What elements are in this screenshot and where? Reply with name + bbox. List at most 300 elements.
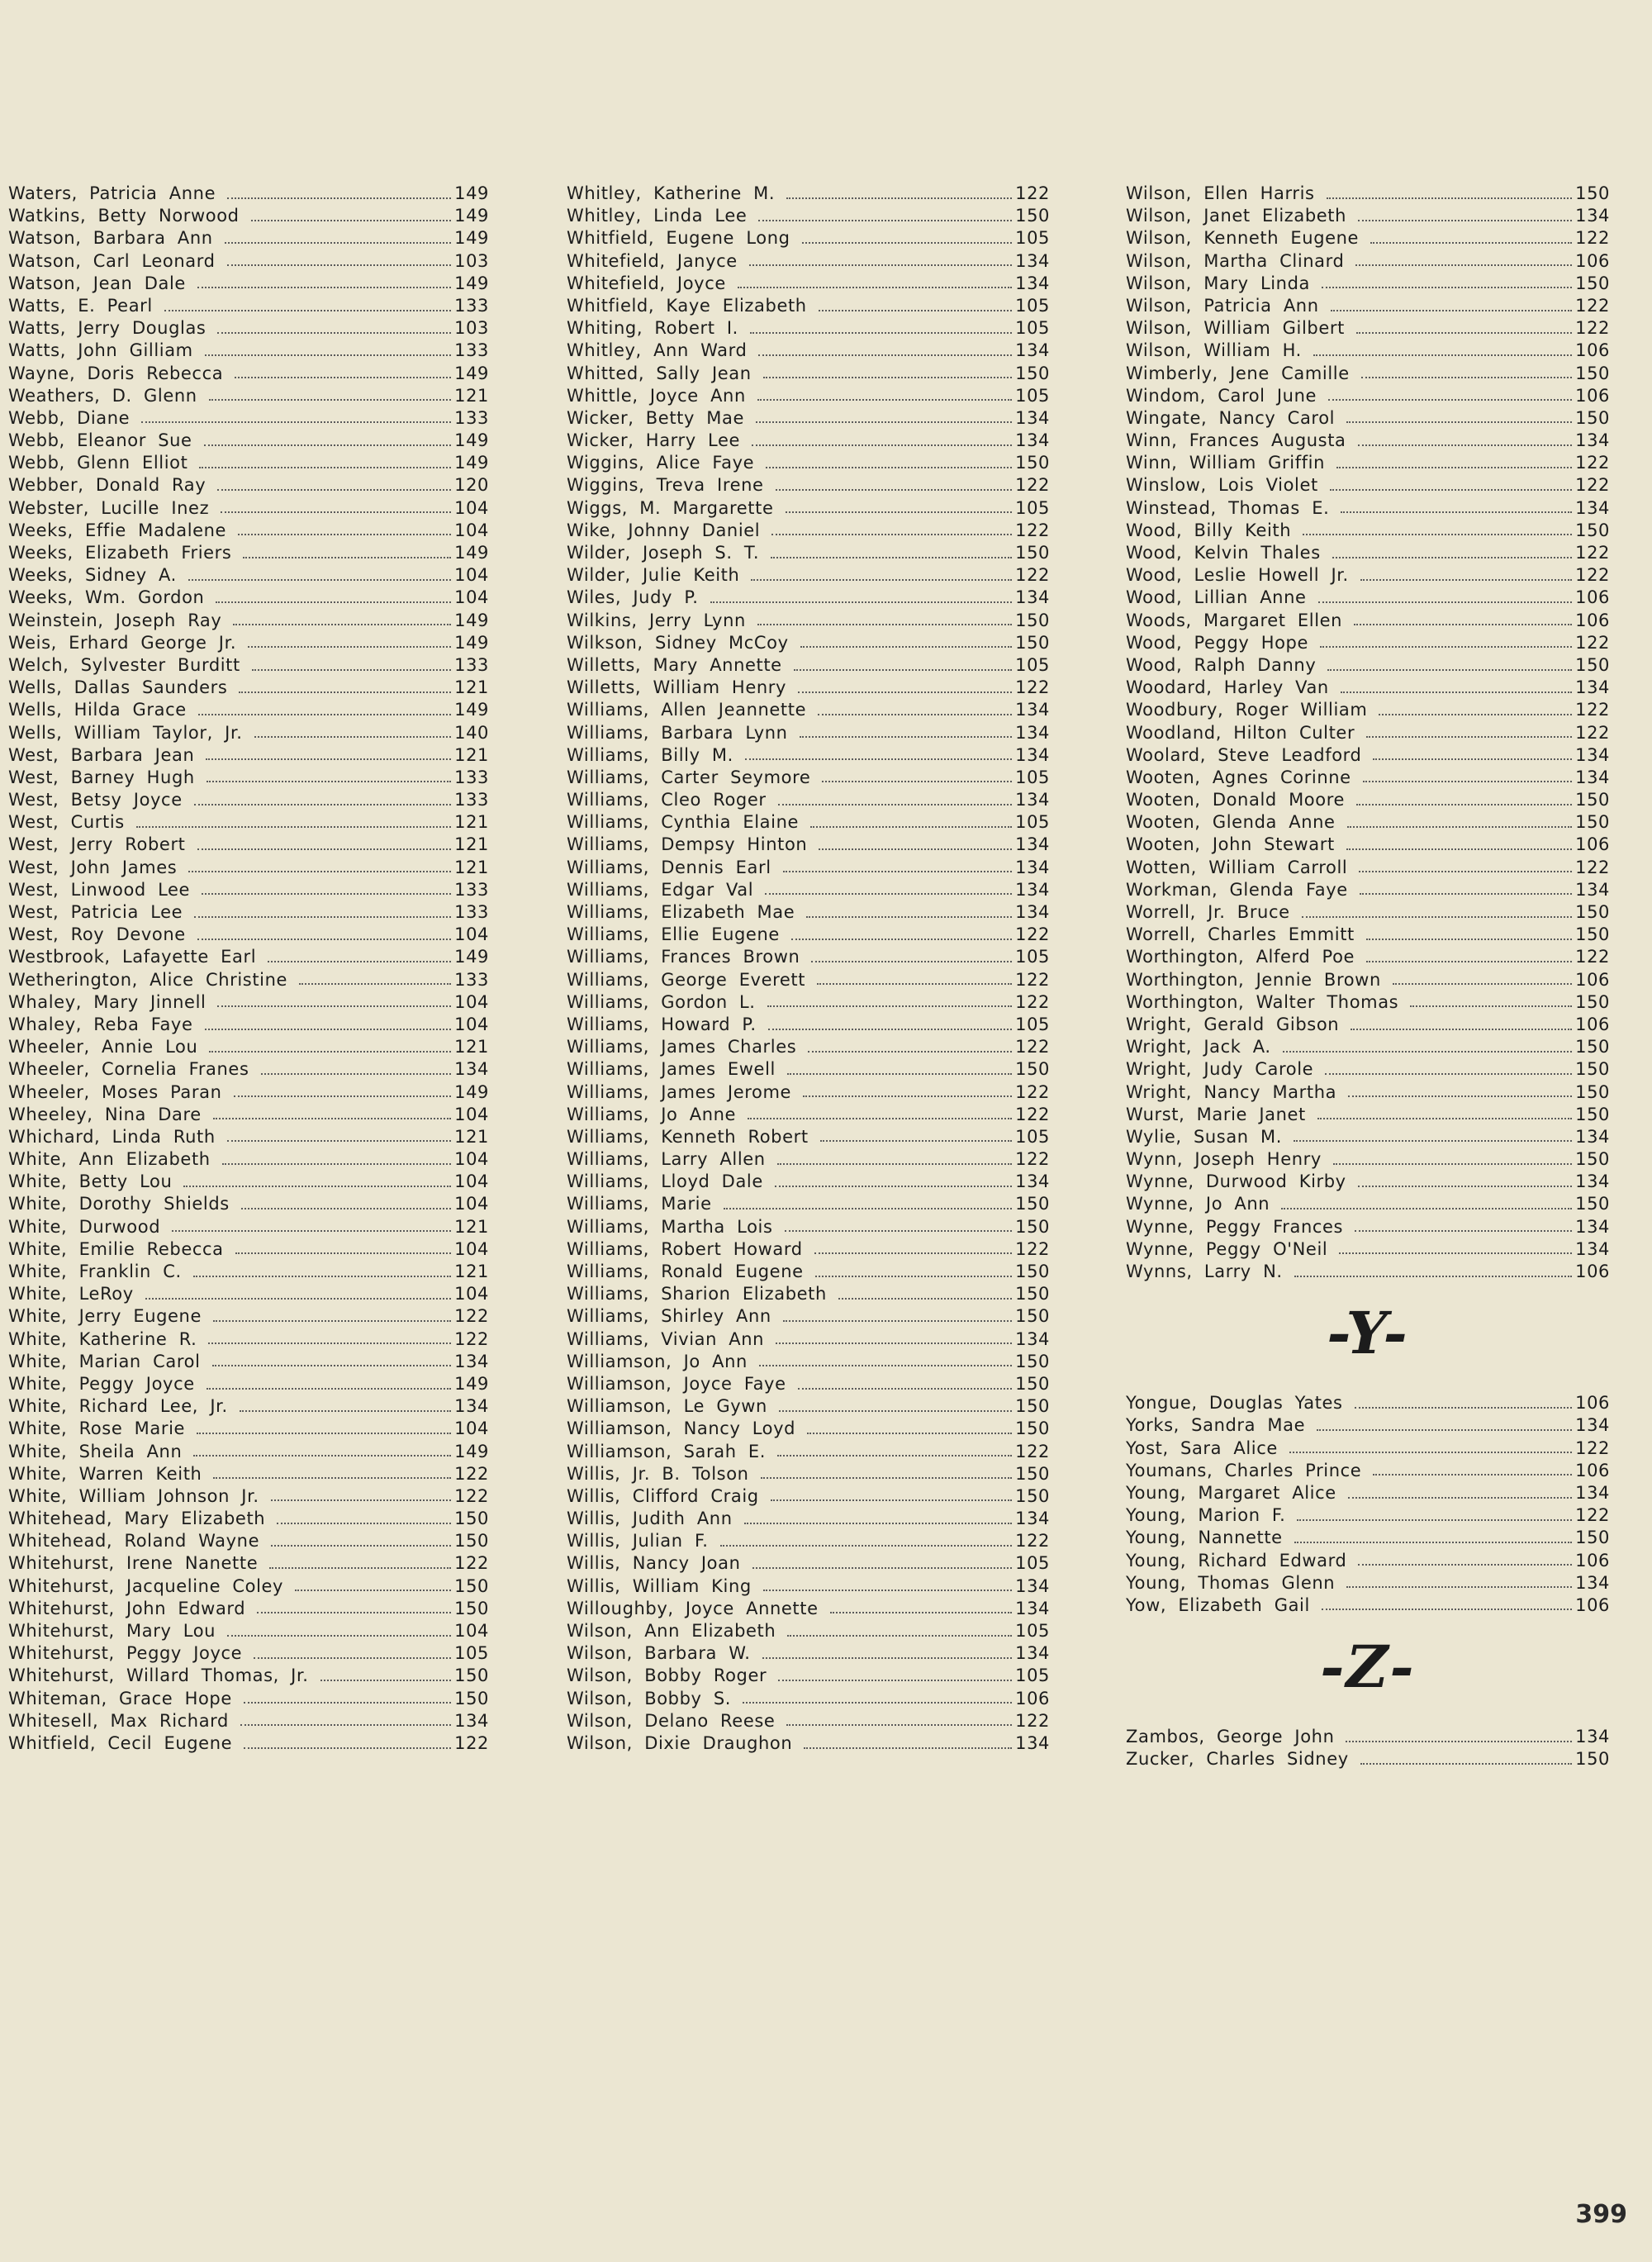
entry-page: 150 [454,1666,489,1686]
index-entry [1126,542,1610,564]
entry-name: Wells, Hilda Grace [8,700,187,720]
index-entry [1126,901,1610,924]
entry-page: 134 [454,1351,489,1371]
index-entry [1126,632,1610,654]
entry-name: Williams, Jo Anne [567,1104,737,1124]
entry-name: Youmans, Charles Prince [1126,1460,1362,1480]
entry-name: Wooten, Glenda Anne [1126,812,1336,833]
index-list-z [1126,1726,1610,1770]
dot-leader [1348,1497,1572,1499]
entry-page: 150 [1575,183,1610,203]
dot-leader [193,1455,451,1457]
entry-name: West, Patricia Lee [8,902,183,922]
index-entry [1126,227,1610,249]
dot-leader [838,1298,1012,1300]
entry-name: White, Peggy Joyce [8,1373,195,1394]
dot-leader [787,1635,1012,1637]
dot-leader [748,1118,1012,1119]
index-entry [1126,1058,1610,1081]
entry-page: 134 [1015,430,1050,451]
index-entry [8,811,489,834]
dot-leader [235,377,451,378]
index-entry [567,946,1050,968]
index-entry [567,610,1050,632]
entry-name: Yost, Sara Alice [1126,1438,1278,1458]
index-entry [8,564,489,587]
entry-name: Williams, Billy M. [567,744,733,765]
entry-page: 133 [454,767,489,787]
entry-page: 150 [1575,1149,1610,1170]
dot-leader [778,1680,1012,1681]
entry-page: 122 [1015,1710,1050,1731]
entry-name: Young, Margaret Alice [1126,1482,1336,1503]
entry-page: 104 [454,924,489,945]
index-entry [8,474,489,497]
entry-name: Whitehurst, Jacqueline Coley [8,1575,284,1596]
entry-name: Williams, James Charles [567,1037,797,1057]
entry-name: Williams, Martha Lois [567,1216,773,1237]
index-entry [8,834,489,856]
dot-leader [787,1073,1012,1075]
entry-name: White, Warren Keith [8,1463,202,1484]
entry-page: 122 [1015,1531,1050,1552]
entry-name: Weeks, Sidney A. [8,565,177,586]
entry-name: White, Richard Lee, Jr. [8,1396,228,1417]
entry-name: Yow, Elizabeth Gail [1126,1594,1310,1615]
entry-name: Wheeley, Nina Dare [8,1104,202,1124]
entry-page: 150 [1575,1194,1610,1214]
index-entry [8,901,489,924]
dot-leader [777,1163,1012,1165]
entry-name: Whitehurst, Irene Nanette [8,1553,259,1574]
entry-name: Wood, Leslie Howell Jr. [1126,565,1349,586]
index-entry [1126,1572,1610,1594]
dot-leader [1410,1005,1572,1007]
entry-page: 133 [454,407,489,428]
index-entry [567,295,1050,317]
dot-leader [221,511,451,513]
index-entry [567,969,1050,991]
dot-leader [1327,197,1573,199]
entry-name: Webb, Glenn Elliot [8,453,188,473]
index-entry [567,1081,1050,1104]
entry-page: 120 [454,475,489,496]
entry-page: 104 [454,1419,489,1439]
entry-name: Wilson, Patricia Ann [1126,295,1319,316]
entry-name: Williams, Frances Brown [567,947,800,967]
entry-page: 122 [1575,475,1610,496]
dot-leader [771,534,1012,535]
entry-name: Whitley, Linda Lee [567,206,748,226]
dot-leader [744,1523,1013,1524]
entry-page: 149 [454,363,489,383]
entry-name: Wynne, Peggy O'Neil [1126,1238,1328,1259]
dot-leader [757,624,1012,625]
dot-leader [1370,242,1572,244]
dot-leader [1283,1051,1572,1053]
entry-page: 150 [1575,991,1610,1012]
entry-name: Winslow, Lois Violet [1126,475,1318,496]
dot-leader [815,1276,1012,1277]
dot-leader [814,1252,1012,1254]
entry-name: Webber, Donald Ray [8,475,206,496]
entry-page: 106 [1575,610,1610,630]
index-entry [1126,1414,1610,1437]
entry-page: 121 [454,1037,489,1057]
entry-page: 104 [454,1621,489,1641]
dot-leader [164,310,451,311]
dot-leader [1328,399,1572,401]
entry-page: 149 [454,1441,489,1461]
entry-name: Wynn, Joseph Henry [1126,1149,1322,1170]
index-entry [8,879,489,901]
entry-name: Westbrook, Lafayette Earl [8,947,257,967]
index-entry [1126,924,1610,946]
dot-leader [239,691,451,693]
dot-leader [205,354,451,356]
entry-page: 134 [1015,744,1050,765]
entry-name: Wells, William Taylor, Jr. [8,722,243,743]
index-entry [1126,857,1610,879]
index-entry [1126,452,1610,474]
entry-name: Worthington, Jennie Brown [1126,969,1381,990]
index-entry [8,407,489,430]
dot-leader [136,826,451,828]
dot-leader [251,220,451,221]
dot-leader [1393,983,1572,985]
entry-name: Wilson, Ann Elizabeth [567,1621,776,1641]
dot-leader [1359,871,1572,872]
entry-name: Williams, Vivian Ann [567,1328,765,1349]
entry-page: 134 [454,1710,489,1731]
index-entry [8,295,489,317]
entry-name: Weis, Erhard George Jr. [8,632,237,653]
entry-name: Worrell, Charles Emmitt [1126,924,1355,945]
dot-leader [208,1342,451,1344]
entry-name: Wingate, Nancy Carol [1126,407,1336,428]
entry-name: Whitfield, Kaye Elizabeth [567,295,807,316]
entry-page: 105 [1015,497,1050,518]
entry-page: 134 [1015,1575,1050,1596]
entry-page: 105 [454,1643,489,1664]
index-entry [8,227,489,249]
index-entry [8,1485,489,1508]
entry-name: Williams, Allen Jeannette [567,700,807,720]
index-entry [8,610,489,632]
entry-name: Williams, Dennis Earl [567,857,771,877]
index-entry [8,1328,489,1351]
entry-page: 121 [454,812,489,833]
entry-page: 122 [1575,565,1610,586]
entry-page: 122 [1575,857,1610,877]
entry-page: 105 [1015,295,1050,316]
entry-name: Weathers, D. Glenn [8,385,197,406]
entry-page: 134 [1015,1509,1050,1529]
entry-page: 134 [1575,1482,1610,1503]
index-entry [8,1508,489,1530]
dot-leader [752,444,1012,446]
index-entry [1126,1036,1610,1058]
dot-leader [1341,511,1572,513]
entry-page: 134 [1575,1171,1610,1192]
index-entry [1126,1014,1610,1036]
dot-leader [762,1657,1013,1659]
entry-name: Whitley, Katherine M. [567,183,776,203]
index-entry [567,1104,1050,1126]
entry-page: 134 [1575,1727,1610,1747]
entry-name: Wayne, Doris Rebecca [8,363,224,383]
index-entry [8,452,489,474]
entry-page: 104 [454,497,489,518]
entry-page: 150 [1575,790,1610,810]
dot-leader [757,399,1012,401]
dot-leader [1317,1429,1572,1431]
entry-name: Whitefield, Joyce [567,273,726,293]
dot-leader [1355,1230,1572,1232]
index-entry [567,1305,1050,1328]
entry-page: 149 [454,430,489,451]
index-entry [8,677,489,699]
dot-leader [206,758,451,760]
entry-name: Williams, Howard P. [567,1014,757,1034]
index-entry [567,1373,1050,1395]
entry-page: 149 [454,273,489,293]
index-entry [1126,520,1610,542]
index-entry [8,1418,489,1440]
dot-leader [1302,916,1572,918]
index-entry [567,991,1050,1014]
entry-name: Whitfield, Eugene Long [567,228,790,249]
entry-name: Williams, George Everett [567,969,806,990]
index-entry [567,1642,1050,1665]
index-entry [1126,385,1610,407]
index-entry [1126,474,1610,497]
entry-page: 150 [454,1531,489,1552]
entry-name: Wheeler, Moses Paran [8,1081,222,1102]
entry-page: 150 [1015,610,1050,630]
index-entry [1126,1193,1610,1215]
entry-page: 122 [1015,969,1050,990]
entry-page: 150 [1015,1284,1050,1304]
dot-leader [1351,1029,1572,1030]
dot-leader [749,264,1012,266]
entry-page: 122 [454,1732,489,1753]
entry-page: 105 [1015,385,1050,406]
index-entry [8,789,489,811]
dot-leader [752,1567,1013,1569]
entry-name: Whiteman, Grace Hope [8,1688,232,1708]
dot-leader [202,893,451,895]
index-entry [8,946,489,968]
index-entry [567,1688,1050,1710]
entry-page: 134 [1015,790,1050,810]
dot-leader [213,1477,451,1479]
dot-leader [141,421,451,423]
index-entry [567,183,1050,205]
dot-leader [758,354,1012,356]
index-entry [8,1732,489,1755]
entry-page: 122 [1575,632,1610,653]
entry-page: 106 [1575,340,1610,361]
entry-page: 105 [1015,812,1050,833]
entry-page: 104 [454,1171,489,1192]
entry-name: Wright, Judy Carole [1126,1059,1314,1080]
entry-name: Whaley, Reba Faye [8,1014,193,1034]
entry-name: Williams, James Jerome [567,1081,792,1102]
index-entry [567,1328,1050,1351]
entry-name: Zucker, Charles Sidney [1126,1749,1349,1770]
entry-page: 150 [454,1509,489,1529]
dot-leader [252,669,451,671]
entry-page: 105 [1015,1126,1050,1147]
index-entry [8,632,489,654]
entry-page: 149 [454,543,489,563]
entry-page: 122 [1015,1081,1050,1102]
entry-name: Wilder, Julie Keith [567,565,740,586]
dot-leader [1346,1741,1572,1742]
dot-leader [1356,332,1572,334]
index-entry [1126,744,1610,767]
entry-name: Wilkins, Jerry Lynn [567,610,746,630]
dot-leader [767,1005,1013,1007]
dot-leader [1358,1186,1572,1187]
index-entry [8,1665,489,1687]
index-entry [567,1395,1050,1418]
entry-page: 122 [1015,565,1050,586]
dot-leader [1317,1118,1572,1119]
dot-leader [808,1051,1012,1053]
entry-name: West, Jerry Robert [8,834,186,855]
index-entry [567,363,1050,385]
index-entry [8,1261,489,1283]
index-entry [8,654,489,677]
index-entry [567,1126,1050,1148]
dot-leader [244,1747,451,1749]
entry-name: Wilson, Janet Elizabeth [1126,206,1347,226]
index-entry [8,273,489,295]
entry-page: 122 [1575,453,1610,473]
index-entry [1126,1726,1610,1748]
entry-name: Williams, Barbara Lynn [567,722,788,743]
entry-page: 150 [1575,407,1610,428]
index-entry [567,1598,1050,1620]
entry-name: Young, Nannette [1126,1528,1283,1548]
entry-page: 122 [1575,295,1610,316]
dot-leader [1347,826,1573,828]
entry-page: 149 [454,228,489,249]
entry-name: Webb, Eleanor Sue [8,430,192,451]
entry-name: Willis, Nancy Joan [567,1553,741,1574]
entry-page: 106 [1575,1460,1610,1480]
entry-name: Williamson, Jo Ann [567,1351,748,1371]
entry-name: Wilson, Bobby S. [567,1688,732,1708]
entry-name: Williams, Shirley Ann [567,1306,771,1327]
index-entry [567,273,1050,295]
dot-leader [1322,287,1572,288]
entry-name: Wilson, Ellen Harris [1126,183,1315,203]
entry-page: 133 [454,654,489,675]
entry-page: 106 [1575,1262,1610,1281]
entry-name: Whiting, Robert I. [567,318,738,339]
index-entry [8,699,489,721]
entry-page: 106 [1575,385,1610,406]
entry-name: Weeks, Effie Madalene [8,520,227,540]
dot-leader [768,1029,1012,1030]
entry-page: 122 [1575,722,1610,743]
entry-page: 150 [1015,1419,1050,1439]
dot-leader [1294,1542,1572,1543]
entry-page: 134 [1015,340,1050,361]
dot-leader [759,1365,1012,1366]
entry-page: 104 [454,1014,489,1034]
entry-name: Wooten, Agnes Corinne [1126,767,1351,787]
index-entry [1126,1216,1610,1238]
index-entry [567,1620,1050,1642]
letter-heading-y: -Y- [1327,1299,1409,1368]
dot-leader [1332,557,1572,558]
entry-name: White, Marian Carol [8,1351,201,1371]
dot-leader [818,714,1012,715]
dot-leader [206,1388,451,1390]
entry-name: Wotten, William Carroll [1126,857,1348,877]
entry-name: Whitfield, Cecil Eugene [8,1732,233,1753]
dot-leader [778,804,1013,805]
dot-leader [271,1545,451,1547]
entry-page: 106 [1575,1393,1610,1414]
dot-leader [775,1186,1012,1187]
entry-page: 150 [1575,1081,1610,1102]
entry-page: 104 [454,565,489,586]
dot-leader [227,1140,451,1142]
entry-name: Wood, Peggy Hope [1126,632,1308,653]
index-entry [8,1620,489,1642]
index-entry [8,1014,489,1036]
entry-name: Winn, Frances Augusta [1126,430,1346,451]
entry-name: Worthington, Walter Thomas [1126,991,1399,1012]
entry-name: West, John James [8,857,178,877]
dot-leader [254,736,452,738]
entry-page: 134 [1015,1328,1050,1349]
index-entry [567,632,1050,654]
entry-name: Wylie, Susan M. [1126,1126,1282,1147]
entry-name: Wilson, Delano Reese [567,1710,776,1731]
entry-name: Yongue, Douglas Yates [1126,1393,1343,1414]
entry-name: West, Linwood Lee [8,879,191,900]
dot-leader [1356,804,1572,805]
entry-page: 105 [1015,767,1050,787]
entry-page: 134 [1015,722,1050,743]
entry-name: Winn, William Griffin [1126,453,1326,473]
index-entry [8,1395,489,1418]
entry-page: 150 [1015,1306,1050,1327]
entry-name: White, Ann Elizabeth [8,1149,211,1170]
index-entry [1126,407,1610,430]
index-entry [567,1283,1050,1305]
index-entry [567,1552,1050,1575]
dot-leader [1373,758,1572,760]
dot-leader [1366,736,1572,738]
entry-name: Wilson, Dixie Draughon [567,1732,793,1753]
entry-page: 103 [454,318,489,339]
dot-leader [222,1163,451,1165]
index-list-w [1126,183,1610,1283]
entry-name: Whitehurst, Willard Thomas, Jr. [8,1666,309,1686]
entry-name: Wood, Kelvin Thales [1126,543,1321,563]
index-entry [567,340,1050,362]
entry-name: Woodbury, Roger William [1126,700,1368,720]
dot-leader [750,332,1012,334]
dot-leader [820,1140,1012,1142]
